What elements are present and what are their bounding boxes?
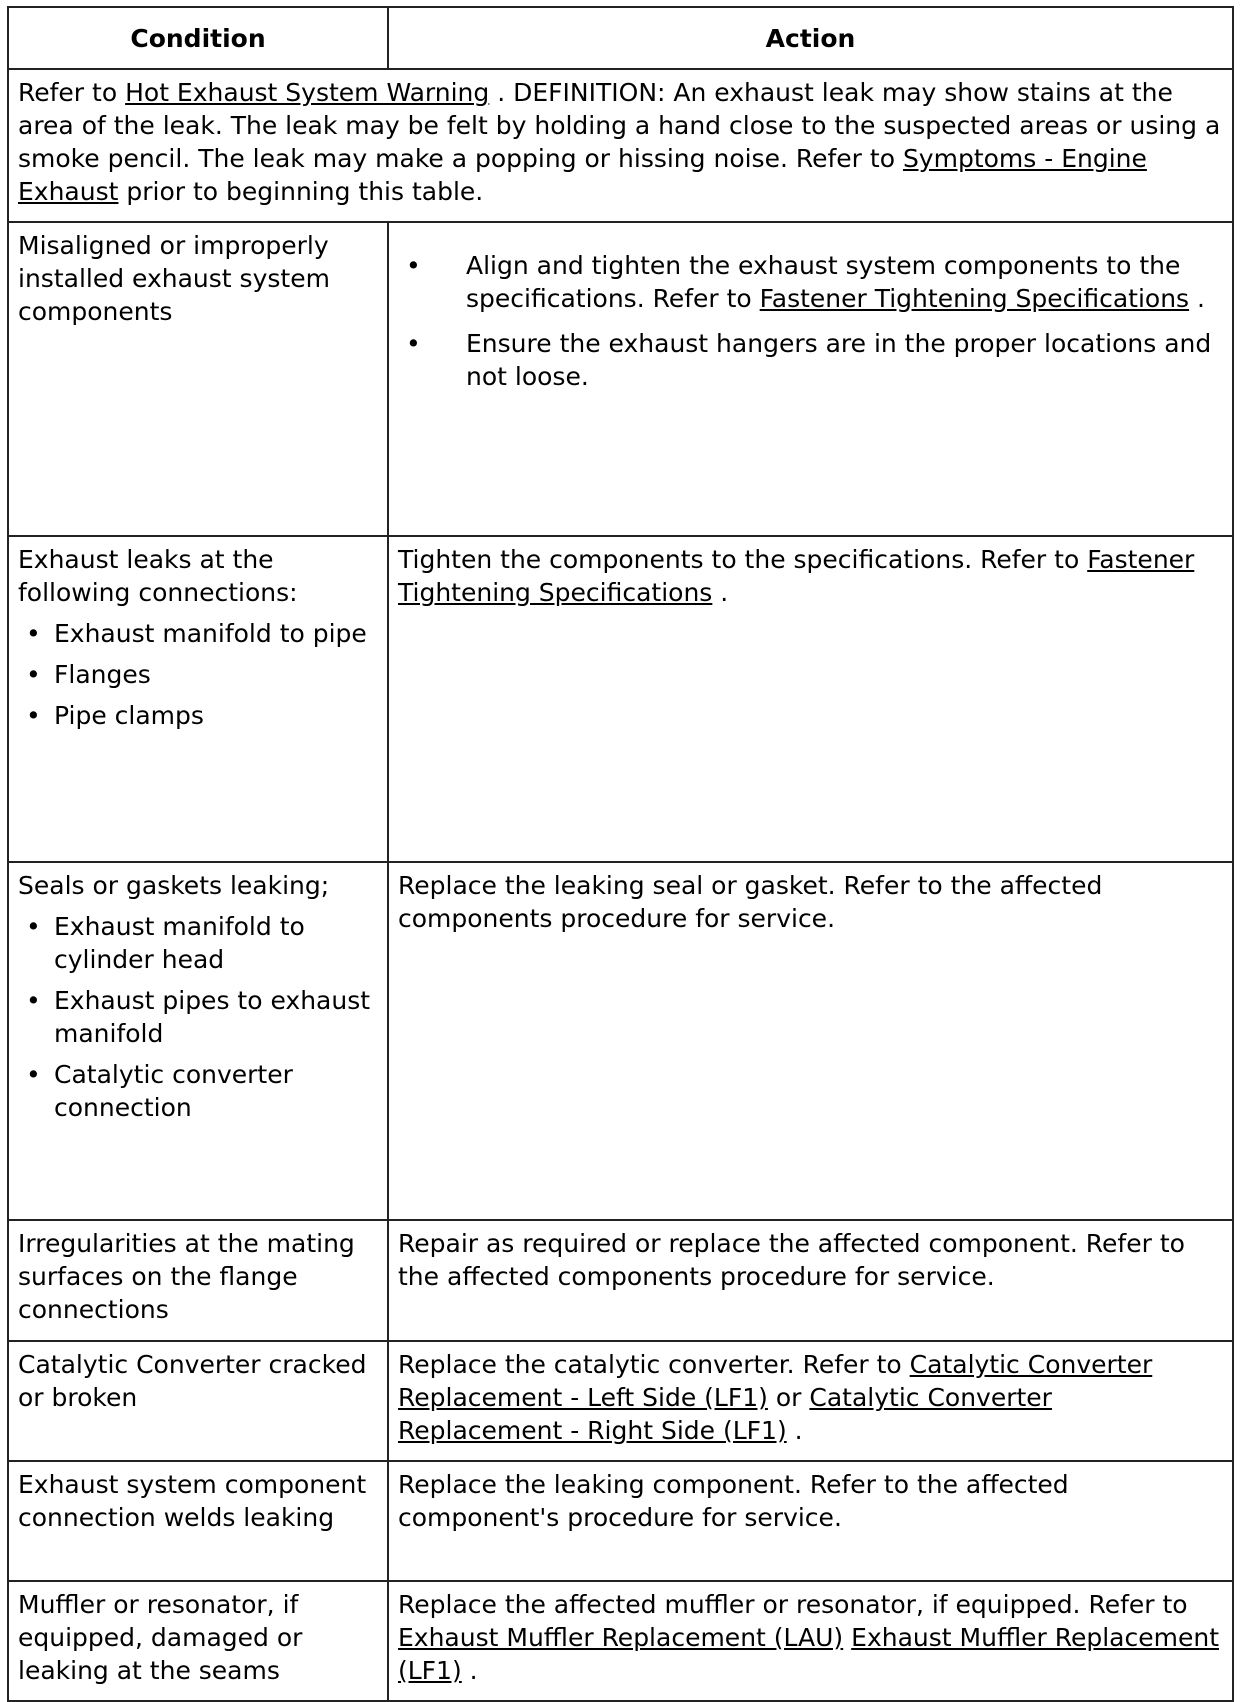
action-cell (388, 1581, 1233, 1701)
muffler-lf1-link[interactable]: Exhaust Muffler Replacement (LF1) (398, 1623, 1219, 1685)
condition-cell: Muffler or resonator, if equipped, damaged or leaking at the seams (8, 1581, 388, 1701)
fastener-specs-link[interactable]: Fastener Tightening Specifications (759, 284, 1190, 313)
catalytic-left-link[interactable]: Catalytic Converter Replacement - Left Side (LF1) (398, 1350, 1153, 1412)
intro-text: . DEFINITION: An exhaust leak may show stains at the area of the leak. The leak may be felt by holding a hand close to the suspected areas or using a smoke pencil. The leak may make a popping or hissing noise. Refer to (18, 78, 1221, 173)
table-row (8, 222, 1233, 536)
table-row (8, 1220, 1233, 1341)
intro-text: prior to beginning this table. (118, 177, 484, 206)
condition-text: Exhaust leaks at the following connections: (18, 545, 298, 607)
action-text: . (461, 1656, 478, 1685)
action-text: . (712, 578, 729, 607)
action-cell: Repair as required or replace the affected component. Refer to the affected components procedure for service. (388, 1220, 1233, 1341)
action-cell (388, 222, 1233, 536)
condition-bullet: • Flanges (18, 658, 378, 691)
action-text: Replace the catalytic converter. Refer to (398, 1350, 910, 1379)
condition-cell: Irregularities at the mating surfaces on the flange connections (8, 1220, 388, 1341)
condition-cell: Exhaust system component connection welds leaking (8, 1461, 388, 1581)
action-text: Align and tighten the exhaust system components to the specifications. Refer to (466, 251, 1181, 313)
condition-cell: Misaligned or improperly installed exhaust system components (8, 222, 388, 536)
intro-text: Refer to (18, 78, 126, 107)
action-text: . (1189, 284, 1205, 313)
condition-cell: Catalytic Converter cracked or broken (8, 1341, 388, 1461)
action-text: Tighten the components to the specifications. Refer to (398, 545, 1088, 574)
condition-bullet: • Exhaust pipes to exhaust manifold (18, 984, 378, 1050)
condition-bullet: • Exhaust manifold to pipe (18, 617, 378, 650)
table-row (8, 1461, 1233, 1581)
hot-exhaust-warning-link[interactable]: Hot Exhaust System Warning (125, 78, 490, 107)
condition-bullet: • Exhaust manifold to cylinder head (18, 910, 378, 976)
table-row (8, 536, 1233, 862)
action-cell (388, 536, 1233, 862)
action-bullet (398, 249, 1223, 315)
action-cell: Replace the leaking seal or gasket. Refer to the affected components procedure for service. (388, 862, 1233, 1220)
condition-header: Condition (8, 7, 388, 69)
symptoms-engine-exhaust-link[interactable]: Symptoms - Engine Exhaust (18, 144, 1147, 206)
action-text: . (786, 1416, 803, 1445)
table-row (8, 862, 1233, 1220)
action-bullet: • Ensure the exhaust hangers are in the proper locations and not loose. (398, 327, 1223, 393)
table-row (8, 1581, 1233, 1701)
intro-row (8, 69, 1233, 222)
fastener-specs-link[interactable]: Fastener Tightening Specifications (398, 545, 1195, 607)
action-text (843, 1623, 851, 1652)
table-row (8, 1341, 1233, 1461)
action-cell: Replace the leaking component. Refer to the affected component's procedure for service. (388, 1461, 1233, 1581)
action-text: or (767, 1383, 810, 1412)
condition-text: Seals or gaskets leaking; (18, 871, 330, 900)
action-header: Action (388, 7, 1233, 69)
condition-bullet: • Catalytic converter connection (18, 1058, 378, 1124)
action-cell (388, 1341, 1233, 1461)
action-text: Replace the affected muffler or resonator, if equipped. Refer to (398, 1590, 1188, 1619)
header-row (8, 7, 1233, 69)
condition-cell (8, 862, 388, 1220)
condition-bullet: • Pipe clamps (18, 699, 378, 732)
muffler-lau-link[interactable]: Exhaust Muffler Replacement (LAU) (398, 1623, 844, 1652)
catalytic-right-link[interactable]: Catalytic Converter Replacement - Right Side (LF1) (398, 1383, 1052, 1445)
condition-cell (8, 536, 388, 862)
diagnostic-table (7, 6, 1234, 1702)
intro-cell (8, 69, 1233, 222)
